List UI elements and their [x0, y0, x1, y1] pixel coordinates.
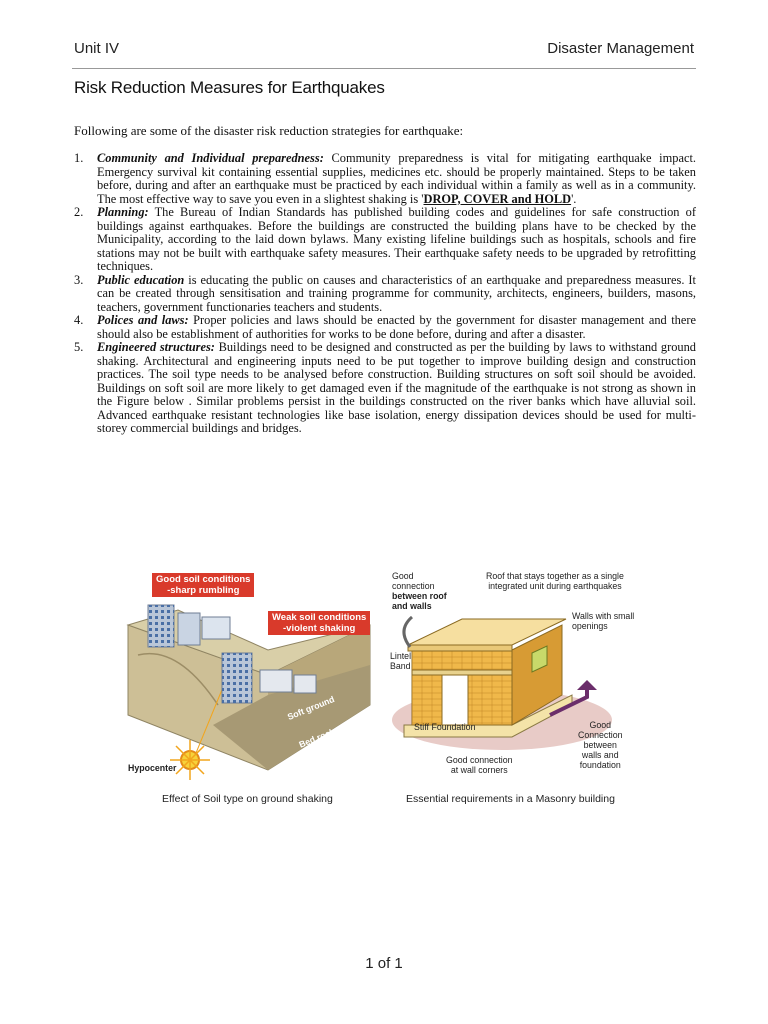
item-number: 5. [74, 340, 84, 354]
item-emphasis: DROP, COVER and HOLD [423, 191, 572, 206]
masonry-figure [382, 555, 662, 815]
masonry-figure-caption: Essential requirements in a Masonry building [406, 793, 615, 805]
item-number: 4. [74, 313, 84, 327]
walls-label [572, 611, 634, 631]
lintel-line2: Band [390, 661, 411, 671]
item-number: 1. [74, 151, 84, 165]
roof-label [486, 571, 624, 591]
list-item [74, 206, 696, 274]
corner-connection-label [446, 755, 513, 775]
list-item [74, 341, 696, 436]
list-item [74, 152, 696, 206]
header-unit: Unit IV [74, 40, 120, 57]
walls-line1: Walls with small [572, 611, 635, 621]
list-item [74, 274, 696, 315]
roof-conn-line1: Good [392, 571, 414, 581]
callout-good-line2: -sharp rumbling [167, 585, 240, 596]
soil-figure-caption: Effect of Soil type on ground shaking [162, 793, 333, 805]
item-text: Community preparedness is vital for mitigating earthquake impact. Emergency survival kit containing essential supplies, medicines etc. should be properly maintained. Steps to be taken before, during and after an earthquake must be practiced by each individual within a family as well as in a community. The most effective way to save you even in a slightest shaking is ' [97, 151, 696, 206]
header-subject: Disaster Management [547, 40, 694, 57]
item-number: 2. [74, 205, 84, 219]
roof-conn-line2: connection [392, 581, 435, 591]
lintel-line1: Lintel [390, 651, 412, 661]
item-term: Community and Individual preparedness: [97, 151, 324, 165]
foundation-connection-label [578, 720, 623, 770]
callout-good-soil [152, 573, 254, 597]
item-term: Public education [97, 272, 185, 287]
item-term: Engineered structures: [97, 340, 215, 354]
roof-line2: integrated unit during earthquakes [488, 581, 622, 591]
bed-rock-label: Bed rock [297, 726, 337, 750]
roof-conn-line3: between roof [392, 591, 447, 601]
walls-line2: openings [572, 621, 608, 631]
header-rule [72, 68, 696, 69]
item-term: Polices and laws: [97, 313, 189, 327]
page-title: Risk Reduction Measures for Earthquakes [74, 78, 385, 97]
lintel-label [390, 651, 411, 671]
item-text: is educating the public on causes and characteristics of an earthquake and preparedness measures. It can be created through sensitisation and training programme for community, architects, engineers, builders, masons, teachers, government functionaries teachers and students. [97, 272, 696, 314]
hypocenter-label: Hypocenter [128, 763, 177, 773]
found-line2: Connection [578, 730, 623, 740]
callout-weak-soil [268, 611, 370, 635]
item-tail: '. [571, 191, 577, 206]
strategy-list [74, 152, 696, 436]
item-text: Proper policies and laws should be enacted by the government for disaster management and there should also be establishment of authorities for works to be done before, during and after a disaster. [97, 313, 696, 341]
callout-weak-line1: Weak soil conditions [272, 612, 367, 623]
item-text: Buildings need to be designed and constructed as per the building by laws to withstand ground shaking. Architectural and engineering inputs need to be put together to improve building design and construction practices. The soil type needs to be analysed before construction. Building structures on soft soil should be avoided. Buildings on soft soil are more likely to get damaged even if the magnitude of the earthquake is not strong as shown in the Figure below . Similar problems persist in the buildings constructed on the river banks which have alluvial soil. Advanced earthquake resistant technologies like base isolation, energy dissipation devices should be used for multi-storey commercial buildings and bridges. [97, 340, 696, 435]
item-text: The Bureau of Indian Standards has published building codes and guidelines for safe construction of buildings against earthquakes. Before the buildings are constructed the building plans have to be checked by the Municipality, according to the laid down bylaws. Many existing lifeline buildings such as hospitals, schools and fire stations may not be built with earthquake safety measures. Their earthquake safety needs to be upgraded by retrofitting techniques. [97, 205, 696, 273]
list-item [74, 314, 696, 341]
callout-good-line1: Good soil conditions [156, 574, 251, 585]
soil-effect-figure [118, 555, 380, 815]
roof-line1: Roof that stays together as a single [486, 571, 624, 581]
corner-line2: at wall corners [450, 765, 508, 775]
item-number: 3. [74, 272, 84, 287]
found-line3: between [583, 740, 617, 750]
stiff-foundation-label: Stiff Foundation [414, 722, 476, 732]
roof-conn-line4: and walls [392, 601, 432, 611]
callout-weak-line2: -violent shaking [283, 623, 356, 634]
corner-line1: Good connection [446, 755, 513, 765]
page-number: 1 of 1 [365, 955, 403, 972]
item-term: Planning: [97, 205, 149, 219]
found-line1: Good [589, 720, 612, 730]
roof-connection-label [392, 571, 447, 611]
soft-ground-label: Soft ground [285, 694, 336, 722]
found-line4: walls and [581, 750, 619, 760]
found-line5: foundation [579, 760, 621, 770]
intro-paragraph: Following are some of the disaster risk reduction strategies for earthquake: [74, 123, 464, 138]
